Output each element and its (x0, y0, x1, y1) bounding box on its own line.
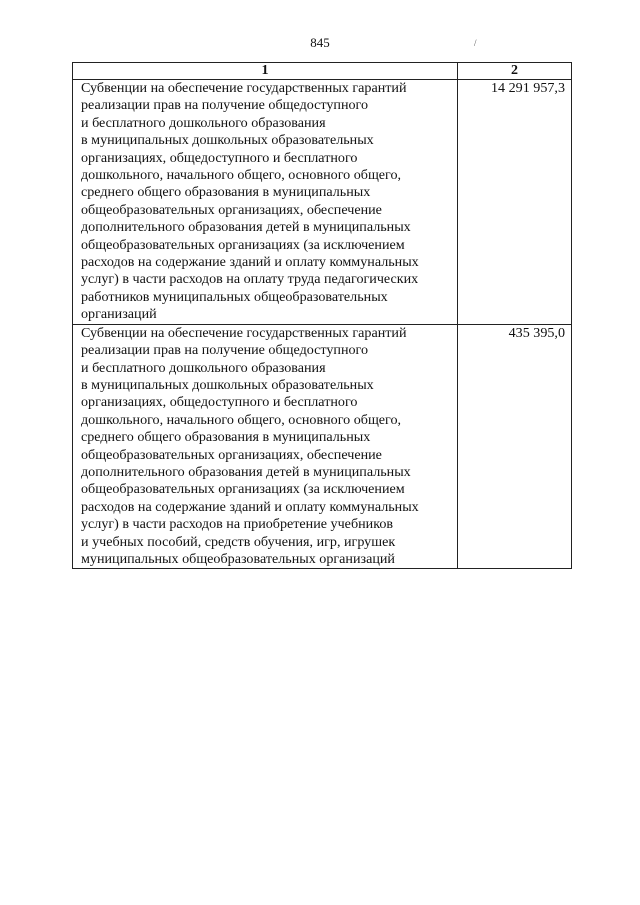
page-mark: / (474, 38, 477, 48)
table-header-row (73, 63, 572, 80)
table-row (73, 80, 572, 325)
row-amount: 14 291 957,3 (458, 80, 572, 325)
page-number: 845 (310, 35, 330, 50)
budget-table (72, 62, 572, 569)
table-row (73, 324, 572, 569)
row-amount: 435 395,0 (458, 324, 572, 569)
column-header-1: 1 (73, 63, 458, 80)
row-description: Субвенции на обеспечение государственных гарантий реализации прав на получение общедоступного и бесплатного дошкольного образования в муниципальных дошкольных образовательных организациях, общедоступного и бесплатного дошкольного, начального общего, основного общего, среднего общего образования в муниципальных общеобразовательных организациях, обеспечение дополнительного образования детей в муниципальных общеобразовательных организациях (за исключением расходов на содержание зданий и оплату коммунальных услуг) в части расходов на приобретение учебников и учебных пособий, средств обучения, игр, игрушек муниципальных общеобразовательных организаций (73, 324, 458, 569)
row-description: Субвенции на обеспечение государственных гарантий реализации прав на получение общедоступного и бесплатного дошкольного образования в муниципальных дошкольных образовательных организациях, общедоступного и бесплатного дошкольного, начального общего, основного общего, среднего общего образования в муниципальных общеобразовательных организациях, обеспечение дополнительного образования детей в муниципальных общеобразовательных организациях (за исключением расходов на содержание зданий и оплату коммунальных услуг) в части расходов на оплату труда педагогических работников муниципальных общеобразовательных организаций (73, 80, 458, 325)
column-header-2: 2 (458, 63, 572, 80)
